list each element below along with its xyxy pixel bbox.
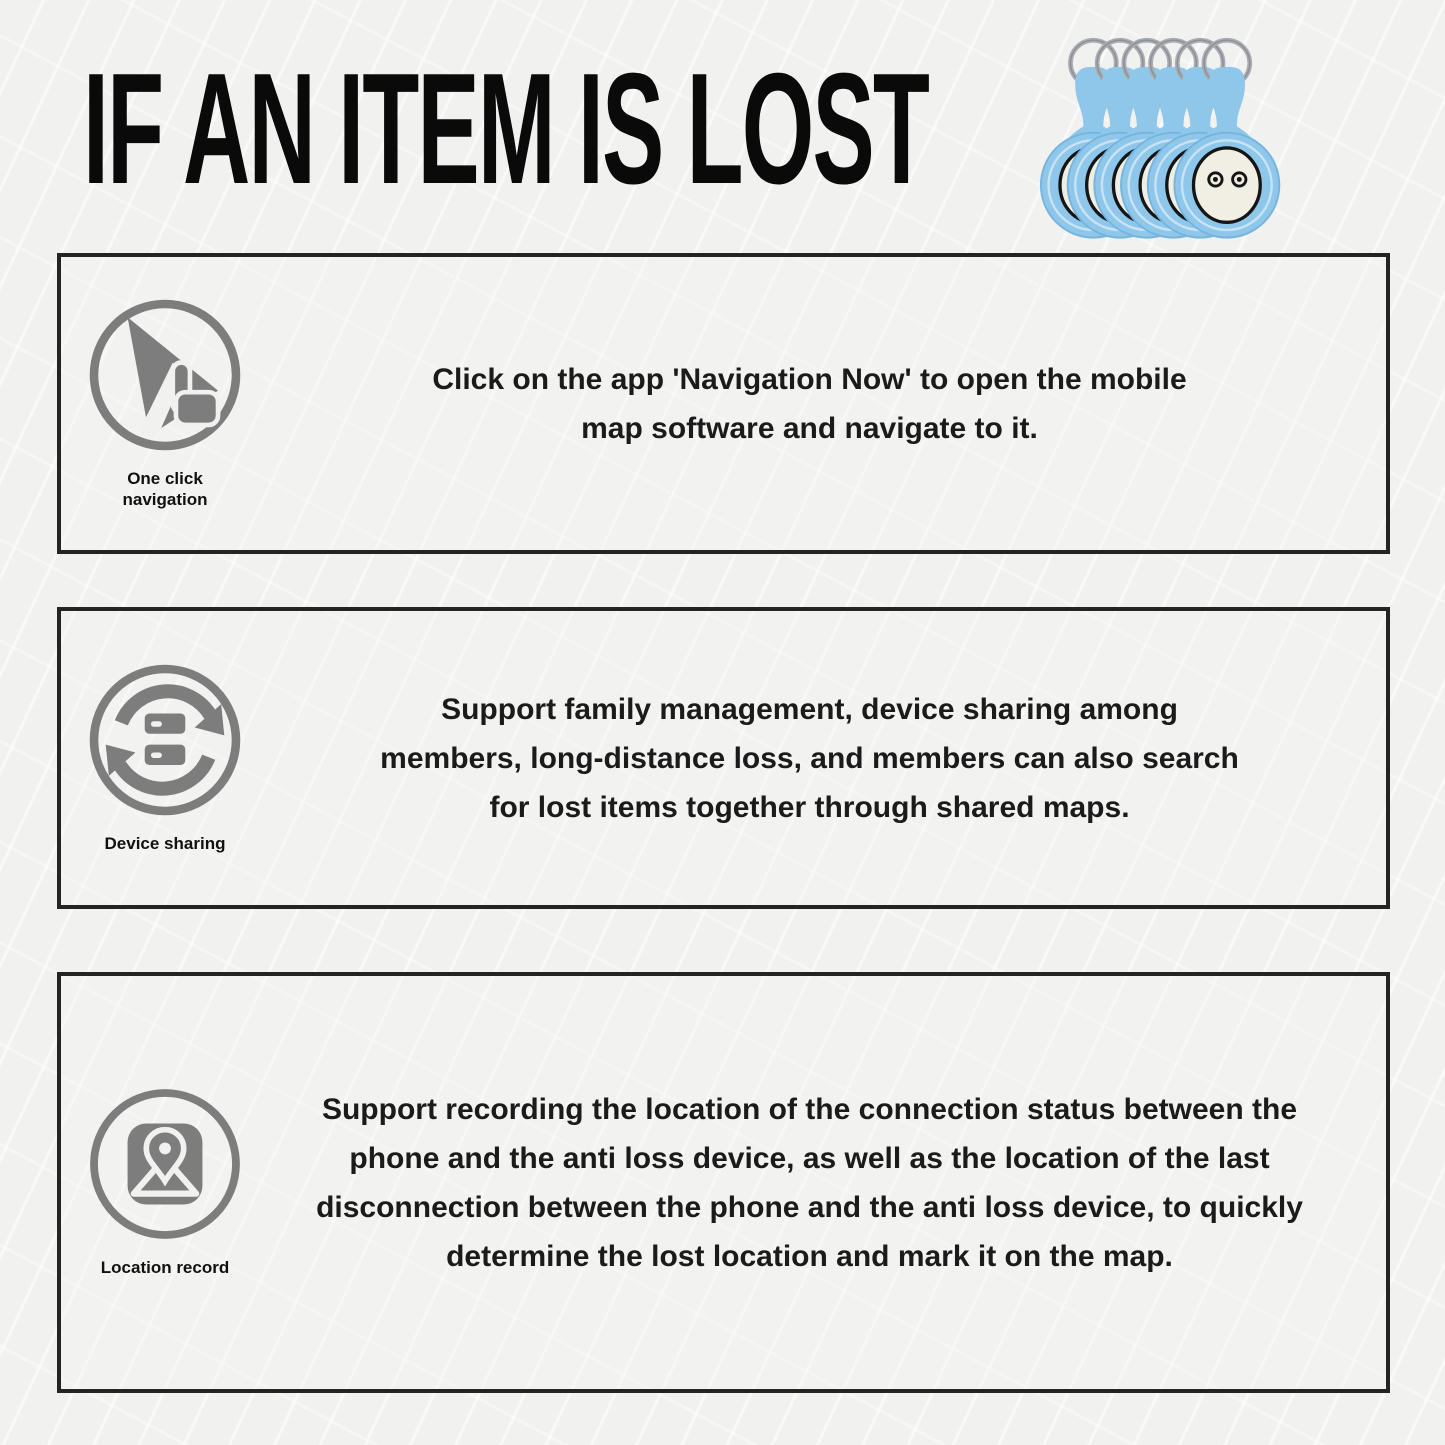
one-click-navigation-icon [87,297,243,453]
feature-text-column [269,685,1386,832]
device-sharing-icon [87,662,243,818]
page-title: IF AN ITEM IS LOST [83,41,929,217]
feature-text-column [269,355,1386,453]
feature-description: Click on the app 'Navigation Now' to open the mobile map software and navigate to it. [432,362,1187,445]
feature-text-column [269,1085,1386,1281]
feature-description: Support recording the location of the connection status between the phone and the anti loss device, as well as the location of the last disconnection between the phone and the anti loss device, to quickly determine the lost location and mark it on the map. [316,1092,1303,1273]
feature-icon-column [61,1086,269,1278]
tracker-keychains-image [1039,34,1327,240]
feature-label: Location record [100,1258,230,1278]
location-record-icon [87,1086,243,1242]
feature-card-device-sharing [57,607,1390,909]
feature-description: Support family management, device sharing among members, long-distance loss, and members can also search for lost items together through shared maps. [380,692,1239,824]
feature-card-location-record [57,972,1390,1393]
feature-label: One click navigation [122,469,208,509]
feature-icon-column [61,297,269,510]
feature-card-one-click-navigation [57,253,1390,554]
feature-label: Device sharing [104,833,226,853]
feature-icon-column [61,662,269,854]
